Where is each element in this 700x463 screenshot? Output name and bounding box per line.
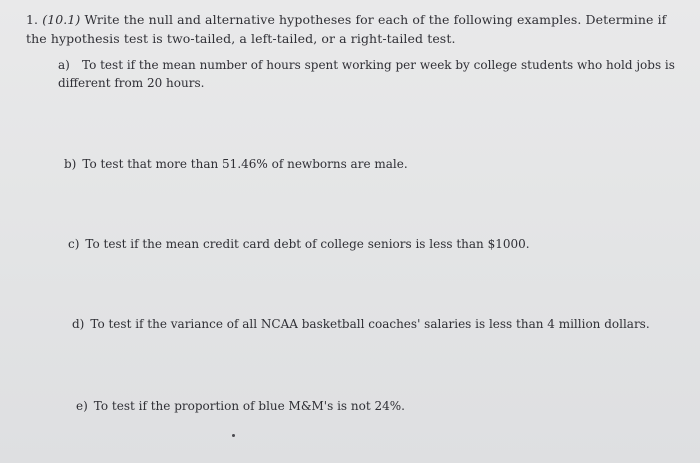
part-a — [58, 56, 690, 92]
problem-number: 1. — [26, 12, 39, 27]
part-b-text: To test that more than 51.46% of newborns are male. — [82, 157, 408, 171]
part-d-letter: d) — [72, 317, 85, 331]
part-c-text: To test if the mean credit card debt of college seniors is less than $1000. — [85, 237, 530, 251]
part-e-letter: e) — [76, 399, 88, 413]
part-e-text: To test if the proportion of blue M&M's is not 24%. — [93, 399, 405, 413]
section-reference: (10.1) — [42, 12, 81, 27]
part-b — [64, 155, 408, 173]
problem-instructions: Write the null and alternative hypotheses for each of the following examples. Determine if the hypothesis test is two-tailed, a left-tailed, or a right-tailed test. — [26, 12, 667, 46]
part-a-text: To test if the mean number of hours spent working per week by college students who hold jobs is different from 20 hours. — [58, 58, 675, 90]
part-c — [68, 235, 530, 253]
problem-statement — [26, 10, 691, 48]
part-d — [72, 315, 650, 333]
stray-dot-mark — [232, 434, 235, 437]
part-a-letter: a) — [58, 58, 70, 72]
part-c-letter: c) — [68, 237, 80, 251]
part-b-letter: b) — [64, 157, 77, 171]
part-e — [76, 397, 405, 415]
part-d-text: To test if the variance of all NCAA basketball coaches' salaries is less than 4 million dollars. — [90, 317, 650, 331]
